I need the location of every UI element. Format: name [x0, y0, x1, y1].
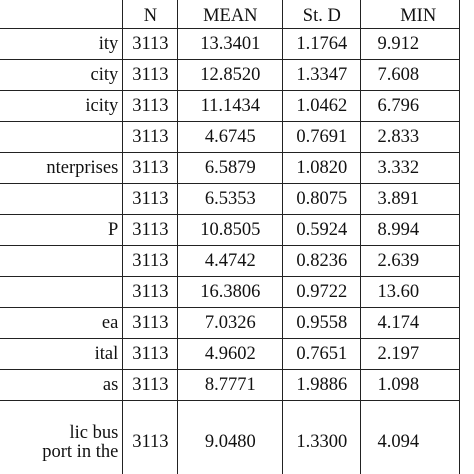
- n-cell: [123, 339, 178, 370]
- n-cell: [123, 277, 178, 308]
- n-cell-text: 3113: [132, 312, 169, 333]
- sd-cell-text: 0.9722: [296, 281, 348, 302]
- n-cell-text: 3113: [132, 374, 169, 395]
- table-row: [0, 370, 460, 401]
- sd-cell: [283, 308, 361, 339]
- min-cell: [361, 91, 460, 122]
- variable-cell: [0, 339, 123, 370]
- n-cell-text: 3113: [132, 343, 169, 364]
- variable-cell: [0, 122, 123, 153]
- variable-cell: [0, 60, 123, 91]
- variable-cell-text: icity: [85, 95, 119, 116]
- sd-cell-text: 1.0462: [296, 95, 348, 116]
- sd-cell: [283, 60, 361, 91]
- variable-cell-text: lic bus port in the: [42, 423, 119, 462]
- mean-cell-text: 6.5879: [204, 157, 256, 178]
- sd-cell-text: 0.5924: [296, 219, 348, 240]
- variable-cell-text: ea: [101, 312, 119, 333]
- mean-cell: [178, 153, 283, 184]
- variable-cell-text: ital: [94, 343, 119, 364]
- header-n: N: [123, 0, 178, 29]
- min-cell-text: 3.332: [377, 157, 420, 178]
- n-cell-text: 3113: [132, 95, 169, 116]
- n-cell: [123, 308, 178, 339]
- table-row: [0, 184, 460, 215]
- mean-cell: [178, 60, 283, 91]
- mean-cell-text: 13.3401: [200, 33, 261, 54]
- min-cell-text: 1.098: [377, 374, 420, 395]
- sd-cell-text: 0.9558: [296, 312, 348, 333]
- sd-cell: [283, 29, 361, 60]
- variable-cell: [0, 277, 123, 308]
- header-sd: St. D: [283, 0, 361, 29]
- mean-cell-text: 6.5353: [204, 188, 256, 209]
- mean-cell-text: 16.3806: [200, 281, 261, 302]
- sd-cell: [283, 91, 361, 122]
- sd-cell: [283, 246, 361, 277]
- n-cell: [123, 60, 178, 91]
- mean-cell: [178, 370, 283, 401]
- sd-cell-text: 1.3300: [296, 432, 348, 453]
- n-cell-text: 3113: [132, 219, 169, 240]
- n-cell: [123, 215, 178, 246]
- sd-cell-text: 0.8236: [296, 250, 348, 271]
- variable-cell: [0, 246, 123, 277]
- min-cell-text: 4.174: [377, 312, 420, 333]
- sd-cell-text: 0.7651: [296, 343, 348, 364]
- min-cell-text: 2.197: [377, 343, 420, 364]
- sd-cell: [283, 184, 361, 215]
- variable-cell-text: city: [90, 64, 119, 85]
- n-cell: [123, 122, 178, 153]
- min-cell: [361, 184, 460, 215]
- mean-cell: [178, 339, 283, 370]
- table-row: [0, 339, 460, 370]
- sd-cell-text: 0.7691: [296, 126, 348, 147]
- mean-cell: [178, 29, 283, 60]
- min-cell: [361, 60, 460, 91]
- n-cell: [123, 29, 178, 60]
- n-cell-text: 3113: [132, 64, 169, 85]
- variable-cell: [0, 401, 123, 474]
- variable-cell-text: nterprises: [46, 157, 119, 178]
- min-cell-text: 6.796: [377, 95, 420, 116]
- n-cell: [123, 184, 178, 215]
- sd-cell: [283, 370, 361, 401]
- header-mean: MEAN: [178, 0, 283, 29]
- sd-cell-text: 0.8075: [296, 188, 348, 209]
- mean-cell: [178, 401, 283, 474]
- n-cell-text: 3113: [132, 188, 169, 209]
- sd-cell: [283, 339, 361, 370]
- mean-cell: [178, 184, 283, 215]
- min-cell: [361, 308, 460, 339]
- sd-cell-text: 1.9886: [296, 374, 348, 395]
- sd-cell-text: 1.0820: [296, 157, 348, 178]
- min-cell-text: 2.833: [377, 126, 420, 147]
- min-cell: [361, 277, 460, 308]
- mean-cell-text: 11.1434: [200, 95, 261, 116]
- min-cell-text: 9.912: [377, 33, 420, 54]
- header-row: [0, 0, 460, 29]
- table-row: [0, 277, 460, 308]
- sd-cell-text: 1.3347: [296, 64, 348, 85]
- mean-cell-text: 4.6745: [204, 126, 256, 147]
- n-cell-text: 3113: [132, 157, 169, 178]
- mean-cell-text: 7.0326: [204, 312, 256, 333]
- table-row: [0, 29, 460, 60]
- mean-cell: [178, 215, 283, 246]
- min-cell: [361, 153, 460, 184]
- n-cell: [123, 91, 178, 122]
- min-cell-text: 3.891: [377, 188, 420, 209]
- variable-cell: [0, 91, 123, 122]
- table-row: [0, 91, 460, 122]
- min-cell: [361, 246, 460, 277]
- mean-cell: [178, 277, 283, 308]
- variable-cell-text: ity: [98, 33, 119, 54]
- min-cell-text: 13.60: [377, 281, 420, 302]
- min-cell-text: 8.994: [377, 219, 420, 240]
- header-variable: [0, 0, 123, 29]
- variable-cell: [0, 215, 123, 246]
- sd-cell-text: 1.1764: [296, 33, 348, 54]
- sd-cell: [283, 153, 361, 184]
- variable-cell: [0, 184, 123, 215]
- sd-cell: [283, 122, 361, 153]
- table-row: [0, 401, 460, 474]
- min-cell: [361, 339, 460, 370]
- variable-cell-text: as: [102, 374, 119, 395]
- n-cell: [123, 401, 178, 474]
- n-cell: [123, 153, 178, 184]
- min-cell: [361, 215, 460, 246]
- mean-cell-text: 8.7771: [204, 374, 256, 395]
- mean-cell-text: 12.8520: [200, 64, 261, 85]
- n-cell-text: 3113: [132, 250, 169, 271]
- table-row: [0, 153, 460, 184]
- table-row: [0, 60, 460, 91]
- sd-cell: [283, 215, 361, 246]
- table-row: [0, 215, 460, 246]
- n-cell-text: 3113: [132, 432, 169, 453]
- sd-cell: [283, 277, 361, 308]
- mean-cell: [178, 91, 283, 122]
- min-cell: [361, 401, 460, 474]
- min-cell-text: 7.608: [377, 64, 420, 85]
- table-row: [0, 122, 460, 153]
- header-min: MIN: [361, 0, 460, 29]
- mean-cell: [178, 308, 283, 339]
- n-cell-text: 3113: [132, 281, 169, 302]
- min-cell-text: 4.094: [377, 432, 420, 453]
- variable-cell: [0, 308, 123, 339]
- n-cell-text: 3113: [132, 33, 169, 54]
- n-cell-text: 3113: [132, 126, 169, 147]
- table-row: [0, 246, 460, 277]
- mean-cell: [178, 122, 283, 153]
- variable-cell: [0, 370, 123, 401]
- mean-cell-text: 10.8505: [200, 219, 261, 240]
- mean-cell-text: 9.0480: [204, 432, 256, 453]
- min-cell: [361, 122, 460, 153]
- n-cell: [123, 246, 178, 277]
- min-cell-text: 2.639: [377, 250, 420, 271]
- min-cell: [361, 370, 460, 401]
- table-body: [0, 29, 460, 474]
- n-cell: [123, 370, 178, 401]
- min-cell: [361, 29, 460, 60]
- mean-cell-text: 4.9602: [204, 343, 256, 364]
- variable-cell: [0, 29, 123, 60]
- mean-cell-text: 4.4742: [204, 250, 256, 271]
- variable-cell-text: P: [108, 219, 119, 240]
- sd-cell: [283, 401, 361, 474]
- mean-cell: [178, 246, 283, 277]
- table-row: [0, 308, 460, 339]
- variable-cell: [0, 153, 123, 184]
